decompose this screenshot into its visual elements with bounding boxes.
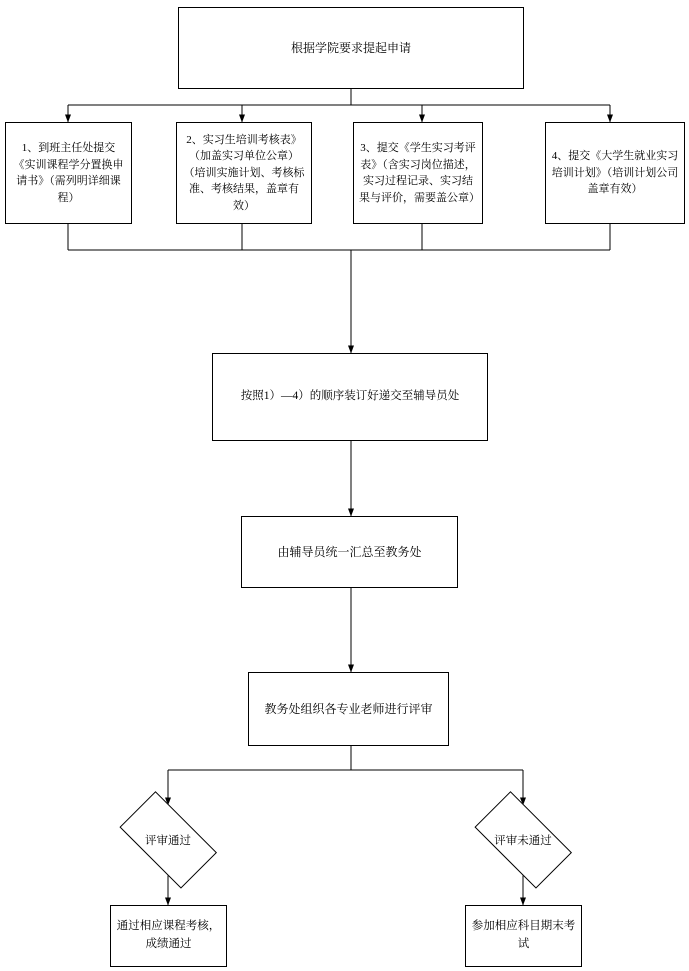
node-step-1-label: 1、到班主任处提交《实训课程学分置换申请书》（需列明详细课程） [13,142,124,204]
node-start [178,7,524,89]
decision-fail-label: 评审未通过 [494,835,552,847]
node-review-label: 教务处组织各专业老师进行评审 [264,701,433,716]
node-step-1 [5,122,132,224]
node-step-4 [545,122,685,224]
decision-pass-label: 评审通过 [145,835,191,847]
decision-pass [108,805,228,875]
node-step-2-label: 2、实习生培训考核表》（加盖实习单位公章）（培训实施计划、考核标准、考核结果，盖章有效） [183,133,305,212]
node-step-2 [176,122,312,224]
node-step-3 [353,122,483,224]
node-step-4-label: 4、提交《大学生就业实习培训计划》（培训计划公司盖章有效） [551,150,679,196]
node-fail-result-label: 参加相应科目期末考试 [471,920,576,950]
node-collect [241,516,458,588]
node-binding [212,353,488,441]
node-start-label: 根据学院要求提起申请 [290,40,411,55]
node-review [248,672,449,746]
node-step-3-label: 3、提交《学生实习考评表》（含实习岗位描述，实习过程记录、实习结果与评价，需要盖公章） [359,142,480,204]
decision-fail [463,805,583,875]
node-pass-result-label: 通过相应课程考核，成绩通过 [116,920,221,950]
node-fail-result [465,905,582,967]
node-binding-label: 按照1）—4）的顺序装订好递交至辅导员处 [240,390,460,403]
node-collect-label: 由辅导员统一汇总至教务处 [277,544,422,559]
node-pass-result [110,905,227,967]
